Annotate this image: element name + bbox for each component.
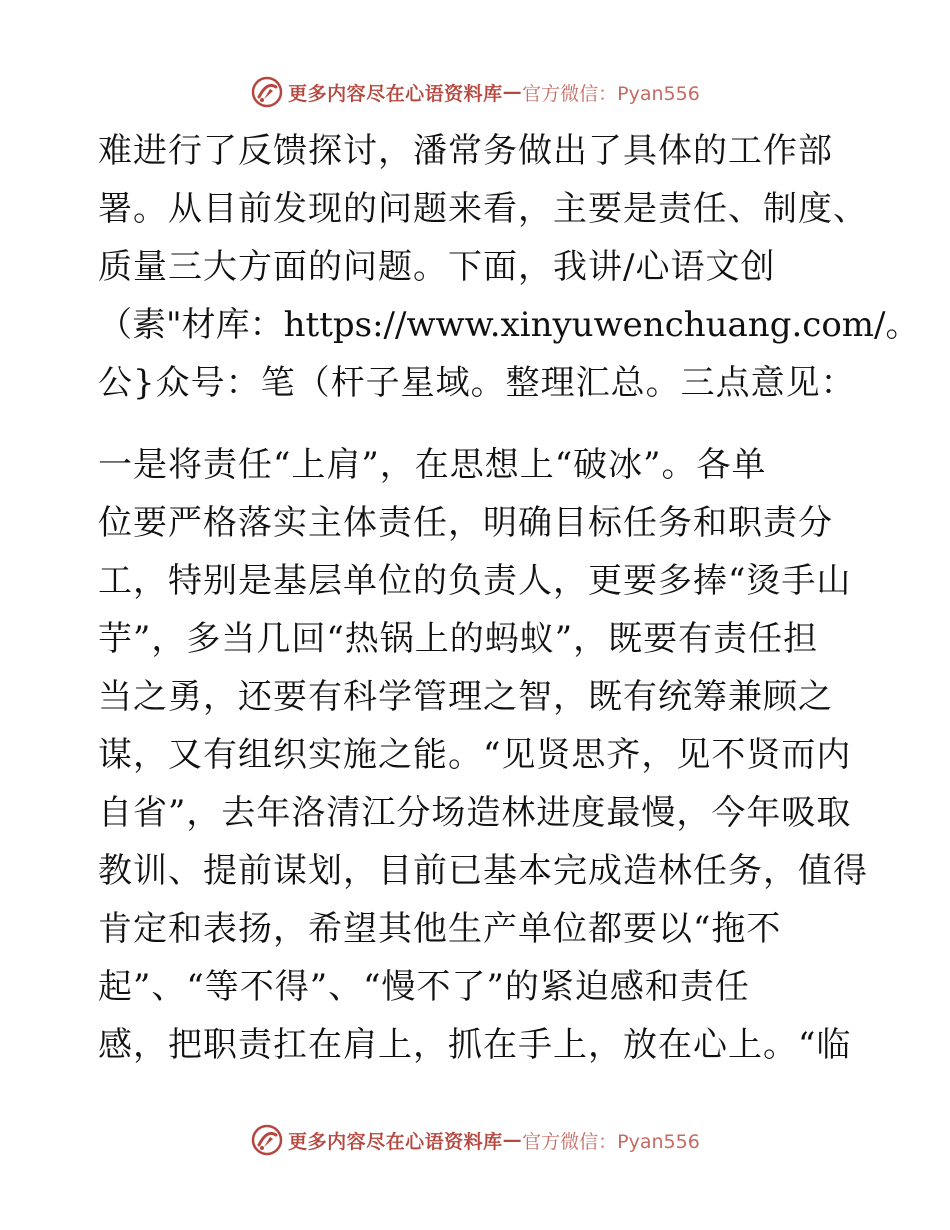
text-line: 质量三大方面的问题。下面，我讲/心语文创: [98, 247, 776, 287]
text-line: 自省”，去年洛清江分场造林进度最慢，今年吸取: [98, 793, 852, 833]
header-site-text: 更多内容尽在心语资料库: [288, 82, 503, 105]
footer-banner: [0, 1120, 950, 1160]
text-line: 起”、“等不得”、“慢不了”的紧迫感和责任: [98, 967, 750, 1007]
text-line: （素"材库：https://www.xinyuwenchuang.com/。: [98, 305, 920, 345]
xinyu-logo-icon: [250, 1123, 284, 1157]
header-dash: —: [502, 81, 523, 103]
header-banner: [0, 72, 950, 112]
paragraph-2: [98, 436, 868, 1074]
text-line: 署。从目前发现的问题来看，主要是责任、制度、: [98, 189, 868, 229]
header-wechat-text: 官方微信：Pyan556: [522, 82, 700, 105]
text-line: 工，特别是基层单位的负责人，更要多捧“烫手山: [98, 561, 852, 601]
text-line: 一是将责任“上肩”，在思想上“破冰”。各单: [98, 445, 767, 485]
text-line: 教训、提前谋划，目前已基本完成造林任务，值得: [98, 851, 868, 891]
text-line: 难进行了反馈探讨，潘常务做出了具体的工作部: [98, 131, 833, 171]
footer-dash: —: [502, 1129, 523, 1151]
footer-site-text: 更多内容尽在心语资料库: [288, 1130, 503, 1153]
text-line: 芋”，多当几回“热锅上的蚂蚁”，既要有责任担: [98, 619, 819, 659]
document-body: [98, 122, 920, 1074]
text-line: 谋，又有组织实施之能。“见贤思齐，见不贤而内: [98, 735, 852, 775]
footer-wechat-text: 官方微信：Pyan556: [522, 1130, 700, 1153]
text-line: 感，把职责扛在肩上，抓在手上，放在心上。“临: [98, 1025, 852, 1065]
xinyu-logo-icon: [250, 75, 284, 109]
text-line: 位要严格落实主体责任，明确目标任务和职责分: [98, 503, 833, 543]
text-line: 当之勇，还要有科学管理之智，既有统筹兼顾之: [98, 677, 833, 717]
paragraph-gap: [98, 412, 858, 436]
text-line: 公}众号：笔（杆子星域。整理汇总。三点意见：: [98, 363, 856, 403]
text-line: 肯定和表扬，希望其他生产单位都要以“拖不: [98, 909, 782, 949]
paragraph-1: [98, 122, 920, 412]
